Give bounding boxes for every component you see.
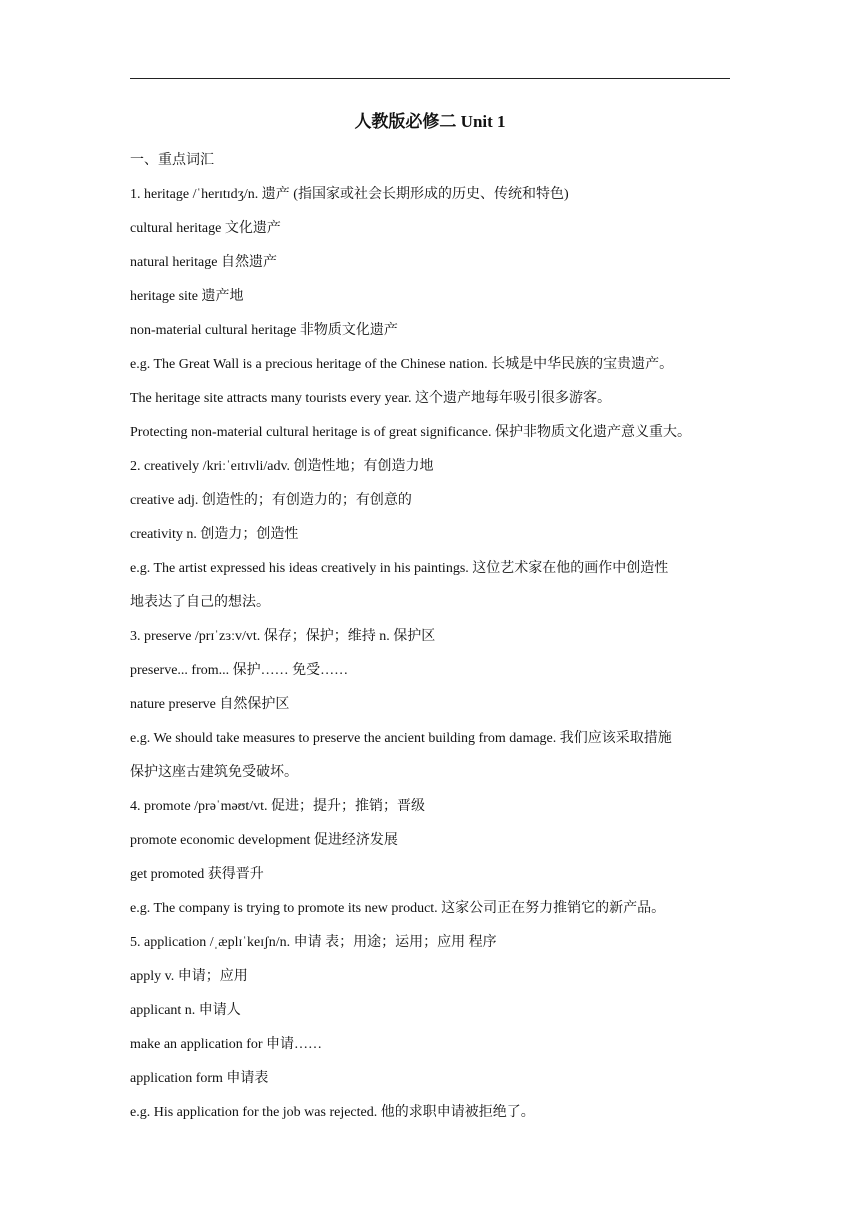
section-heading: 一、重点词汇 bbox=[130, 153, 214, 168]
text-line: The heritage site attracts many tourists every year. 这个遗产地每年吸引很多游客。 bbox=[130, 391, 611, 406]
text-line: e.g. We should take measures to preserve the ancient building from damage. 我们应该采取措施 bbox=[130, 731, 672, 746]
text-line: 保护这座古建筑免受破坏。 bbox=[130, 765, 298, 780]
vocabulary-lines bbox=[130, 178, 732, 1130]
header-rule bbox=[130, 78, 730, 79]
text-line: applicant n. 申请人 bbox=[130, 1003, 241, 1018]
text-line: creativity n. 创造力；创造性 bbox=[130, 527, 299, 542]
text-line: e.g. His application for the job was rejected. 他的求职申请被拒绝了。 bbox=[130, 1105, 535, 1120]
text-line: Protecting non-material cultural heritage is of great significance. 保护非物质文化遗产意义重大。 bbox=[130, 425, 692, 440]
document-title: 人教版必修二 Unit 1 bbox=[354, 112, 506, 131]
text-line: 5. application /ˌæplɪˈkeɪʃn/n. 申请 表；用途；运用；应用 程序 bbox=[130, 935, 497, 950]
text-line: 4. promote /prəˈməʊt/vt. 促进；提升；推销；晋级 bbox=[130, 799, 426, 814]
text-line: preserve... from... 保护…… 免受…… bbox=[130, 663, 349, 678]
text-line: make an application for 申请…… bbox=[130, 1037, 323, 1052]
text-line: e.g. The company is trying to promote its new product. 这家公司正在努力推销它的新产品。 bbox=[130, 901, 666, 916]
text-line: cultural heritage 文化遗产 bbox=[130, 221, 281, 236]
text-line: application form 申请表 bbox=[130, 1071, 269, 1086]
text-line: e.g. The Great Wall is a precious heritage of the Chinese nation. 长城是中华民族的宝贵遗产。 bbox=[130, 357, 674, 372]
text-line: 3. preserve /prɪˈzɜːv/vt. 保存；保护；维持 n. 保护区 bbox=[130, 629, 436, 644]
text-line: non-material cultural heritage 非物质文化遗产 bbox=[130, 323, 398, 338]
text-line: heritage site 遗产地 bbox=[130, 289, 244, 304]
text-line: natural heritage 自然遗产 bbox=[130, 255, 277, 270]
text-line: get promoted 获得晋升 bbox=[130, 867, 264, 882]
text-line: nature preserve 自然保护区 bbox=[130, 697, 290, 712]
text-line: 2. creatively /kriːˈeɪtɪvli/adv. 创造性地；有创造力地 bbox=[130, 459, 434, 474]
text-line: 地表达了自己的想法。 bbox=[130, 595, 270, 610]
document-body bbox=[130, 144, 732, 1130]
text-line: apply v. 申请；应用 bbox=[130, 969, 248, 984]
text-line: promote economic development 促进经济发展 bbox=[130, 833, 398, 848]
text-line: 1. heritage /ˈherɪtɪdʒ/n. 遗产 (指国家或社会长期形成的历史、传统和特色) bbox=[130, 187, 569, 202]
text-line: e.g. The artist expressed his ideas creatively in his paintings. 这位艺术家在他的画作中创造性 bbox=[130, 561, 669, 576]
text-line: creative adj. 创造性的；有创造力的；有创意的 bbox=[130, 493, 412, 508]
